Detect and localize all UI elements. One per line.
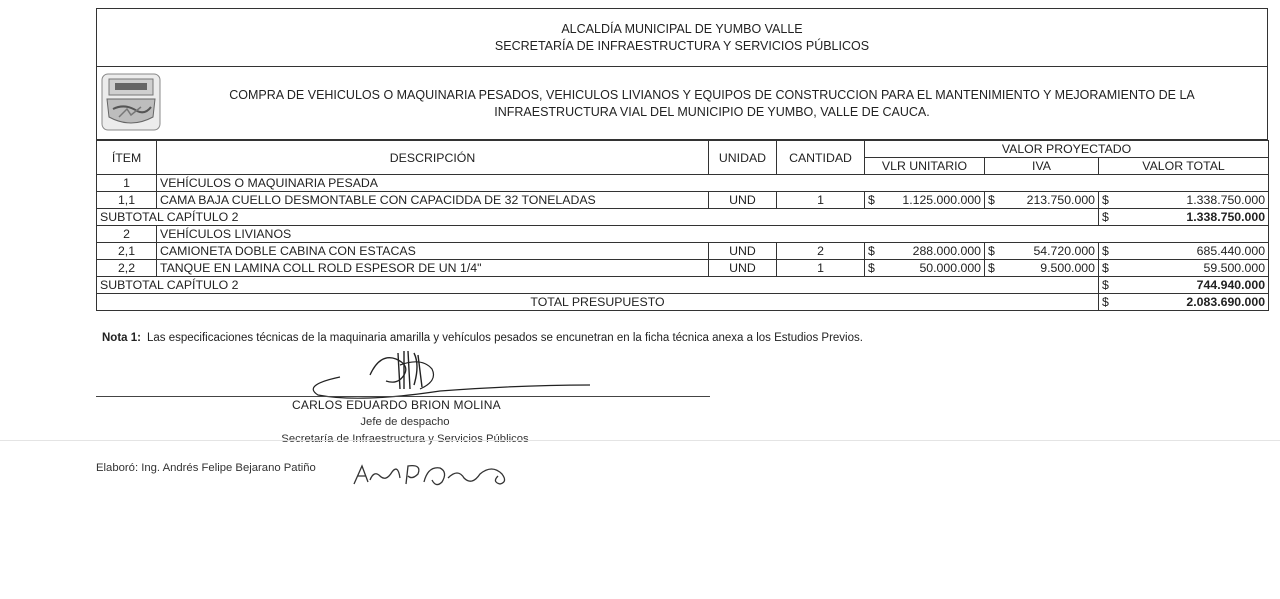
currency-symbol: $ (985, 243, 1003, 260)
col-header-unidad: UNIDAD (709, 141, 777, 175)
col-header-item: ÍTEM (97, 141, 157, 175)
currency-symbol: $ (1099, 277, 1117, 294)
chapter-title: VEHÍCULOS LIVIANOS (157, 226, 1269, 243)
row-total: 59.500.000 (1117, 260, 1269, 277)
chapter-item: 1 (97, 175, 157, 192)
row-item: 2,2 (97, 260, 157, 277)
project-title-line2: INFRAESTRUCTURA VIAL DEL MUNICIPIO DE YUMBO, VALLE DE CAUCA. (494, 105, 930, 119)
chapter-row (97, 226, 1269, 243)
currency-symbol: $ (985, 260, 1003, 277)
subtotal-label: SUBTOTAL CAPÍTULO 2 (97, 277, 1099, 294)
subtotal-value: 744.940.000 (1117, 277, 1269, 294)
row-unit-value: 50.000.000 (883, 260, 985, 277)
subtotal-label: SUBTOTAL CAPÍTULO 2 (97, 209, 1099, 226)
note-text: Las especificaciones técnicas de la maquinaria amarilla y vehículos pesados se encunetran en la ficha técnica anexa a los Estudios Previos. (146, 332, 863, 344)
col-header-iva: IVA (985, 158, 1099, 175)
project-title-line1: COMPRA DE VEHICULOS O MAQUINARIA PESADOS, VEHICULOS LIVIANOS Y EQUIPOS DE CONSTRUCCION PARA EL MANTENIMIENTO Y MEJORAMIENTO DE LA (229, 88, 1195, 102)
note-label: Nota 1: (102, 332, 141, 344)
row-item: 1,1 (97, 192, 157, 209)
row-iva: 54.720.000 (1003, 243, 1099, 260)
subtotal-row (97, 277, 1269, 294)
row-unidad: UND (709, 260, 777, 277)
row-cantidad: 1 (777, 260, 865, 277)
table-row (97, 192, 1269, 209)
table-row (97, 243, 1269, 260)
signer-role: Jefe de despacho (360, 416, 450, 428)
note (102, 332, 863, 344)
budget-document (96, 8, 1268, 311)
row-unidad: UND (709, 243, 777, 260)
row-description: TANQUE EN LAMINA COLL ROLD ESPESOR DE UN 1/4" (157, 260, 709, 277)
col-header-valor-proyectado: VALOR PROYECTADO (865, 141, 1269, 158)
currency-symbol: $ (985, 192, 1003, 209)
budget-table (96, 140, 1269, 311)
row-unit-value: 1.125.000.000 (883, 192, 985, 209)
chapter-item: 2 (97, 226, 157, 243)
currency-symbol: $ (1099, 209, 1117, 226)
row-description: CAMIONETA DOBLE CABINA CON ESTACAS (157, 243, 709, 260)
prepared-by: Elaboró: Ing. Andrés Felipe Bejarano Patiño (96, 462, 316, 474)
currency-symbol: $ (1099, 192, 1117, 209)
row-cantidad: 1 (777, 192, 865, 209)
currency-symbol: $ (865, 192, 883, 209)
table-row (97, 260, 1269, 277)
signature-line (96, 396, 710, 397)
currency-symbol: $ (865, 260, 883, 277)
total-row (97, 294, 1269, 311)
row-unit-value: 288.000.000 (883, 243, 985, 260)
signer-name: CARLOS EDUARDO BRION MOLINA (292, 398, 501, 412)
col-header-valor-total: VALOR TOTAL (1099, 158, 1269, 175)
secretariat-title: SECRETARÍA DE INFRAESTRUCTURA Y SERVICIOS PÚBLICOS (494, 39, 870, 53)
col-header-vlr-unitario: VLR UNITARIO (865, 158, 985, 175)
row-iva: 9.500.000 (1003, 260, 1099, 277)
row-item: 2,1 (97, 243, 157, 260)
signer-office: Secretaría de Infraestructura y Servicios Públicos (281, 433, 529, 445)
col-header-descripcion: DESCRIPCIÓN (157, 141, 709, 175)
chapter-title: VEHÍCULOS O MAQUINARIA PESADA (157, 175, 1269, 192)
project-title (177, 87, 1247, 121)
total-value: 2.083.690.000 (1117, 294, 1269, 311)
row-unidad: UND (709, 192, 777, 209)
chapter-row (97, 175, 1269, 192)
currency-symbol: $ (1099, 294, 1117, 311)
row-total: 685.440.000 (1117, 243, 1269, 260)
subtotal-row (97, 209, 1269, 226)
municipal-seal-icon (101, 73, 161, 131)
subtotal-value: 1.338.750.000 (1117, 209, 1269, 226)
row-description: CAMA BAJA CUELLO DESMONTABLE CON CAPACIDDA DE 32 TONELADAS (157, 192, 709, 209)
row-iva: 213.750.000 (1003, 192, 1099, 209)
municipality-title: ALCALDÍA MUNICIPAL DE YUMBO VALLE (561, 22, 803, 36)
currency-symbol: $ (865, 243, 883, 260)
page-divider (0, 440, 1280, 441)
initials-signature-icon (352, 460, 522, 490)
currency-symbol: $ (1099, 260, 1117, 277)
document-header (96, 8, 1268, 66)
col-header-cantidad: CANTIDAD (777, 141, 865, 175)
total-label: TOTAL PRESUPUESTO (97, 294, 1099, 311)
row-total: 1.338.750.000 (1117, 192, 1269, 209)
currency-symbol: $ (1099, 243, 1117, 260)
project-header (96, 66, 1268, 140)
row-cantidad: 2 (777, 243, 865, 260)
